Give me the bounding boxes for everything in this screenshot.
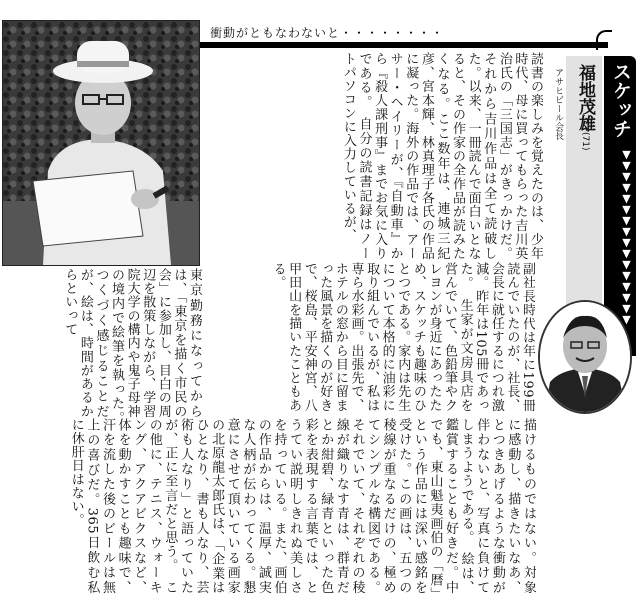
header-rule-corner: [596, 30, 612, 50]
portrait-image: [540, 302, 630, 412]
header-rule: [200, 42, 608, 48]
section-title: スケッチ: [610, 62, 632, 138]
photo-man-sketching: [2, 20, 200, 266]
person-age: (71): [580, 132, 590, 151]
person-name: [572, 64, 598, 304]
triangle-arrows-icon: ▼▼▼▼▼▼▼▼▼▼▼▼▼▼▼▼: [620, 148, 633, 324]
article-text-block: [208, 52, 543, 260]
article-paragraph-4: 描けるものではない。対象に感動し、描きたいなあ、とつきあげるような衝動が伴わないと、写真に負けてしまうようである。 絵は、鑑賞することも好きだ。中でも、東山魁夷画伯の「暦」という作品には深い感銘を受けた。この画は、五つの稜線が重なるだけの、極めてシンプルな構図である。それでいて、それぞれの稜線が織りなす青は、群青だとか紺碧、緑青といった色彩を表現する言葉では、とうてい説明しきれぬ美しさを持っている。また、画伯の作品からは、温厚、誠実な人柄が伝わってくる。懇意にさせて頂いている画家の北原龍太郎氏は、「企業はひとなり、書も人なり、芸術も人なり」と語っていたが、正に至言だと思う。 この他に、テニス、ウォーキング、アクアビクスなど、体を動かすことも趣味で、汗を流した後のビールは無上の喜びだ。365日飲む私に休肝日はない。: [68, 418, 536, 594]
article-paragraph-2: 副社長時代は年に199冊読んでいたのが、社長、会長に就任するにつれ激減。昨年は105冊であった。 生家が文房具店を営んでいて、色鉛筆やクレヨンが身近にあったため、スケッチも趣味のひとつである。家内は先生について本格的に油彩に取り組んでいるが、私は専ら水彩画。出張先で、ホテルの窓から目に留まった風景を描くのが好きで、桜島、平安神宮、八甲田山を描いたこともある。: [270, 262, 535, 412]
article-paragraph-3: 東京勤務になってからは、「東京を描く市民の会」に参加し、目白の周辺を散策しながら、学習院大学の構内や鬼子母神の境内で絵筆を執った。 つくづく感じることだが、絵は、時間があるからといって: [62, 268, 202, 418]
article-text-block: [205, 262, 535, 412]
person-name-text: 福地茂雄: [575, 64, 595, 132]
photo-man-sketching-image: [3, 21, 199, 265]
article-paragraph-1: 読書の楽しみを覚えたのは、少年時代、母に買ってもらった吉川英治氏の「三国志」がきっかけだ。それから吉川作品は全て読破した。以来、一冊読んで面白いとなると、その作家の全作品が読みたくなる。ここ数年は、連城三紀彦、宮本輝、林真理子各氏の作品に凝った。海外の作品では、アーサー・ヘイリーが、『自動車』から『殺人課刑事』までお気に入りである。 自分の読書記録はノートパソコンに入力しているが、: [340, 52, 543, 260]
person-title: アサヒビール会長: [553, 68, 563, 140]
portrait-photo: [538, 300, 632, 414]
article-text-block: [6, 268, 202, 418]
headline: 衝動がともなわないと・・・・・・・・: [210, 26, 445, 40]
article-text-block: [6, 418, 536, 594]
